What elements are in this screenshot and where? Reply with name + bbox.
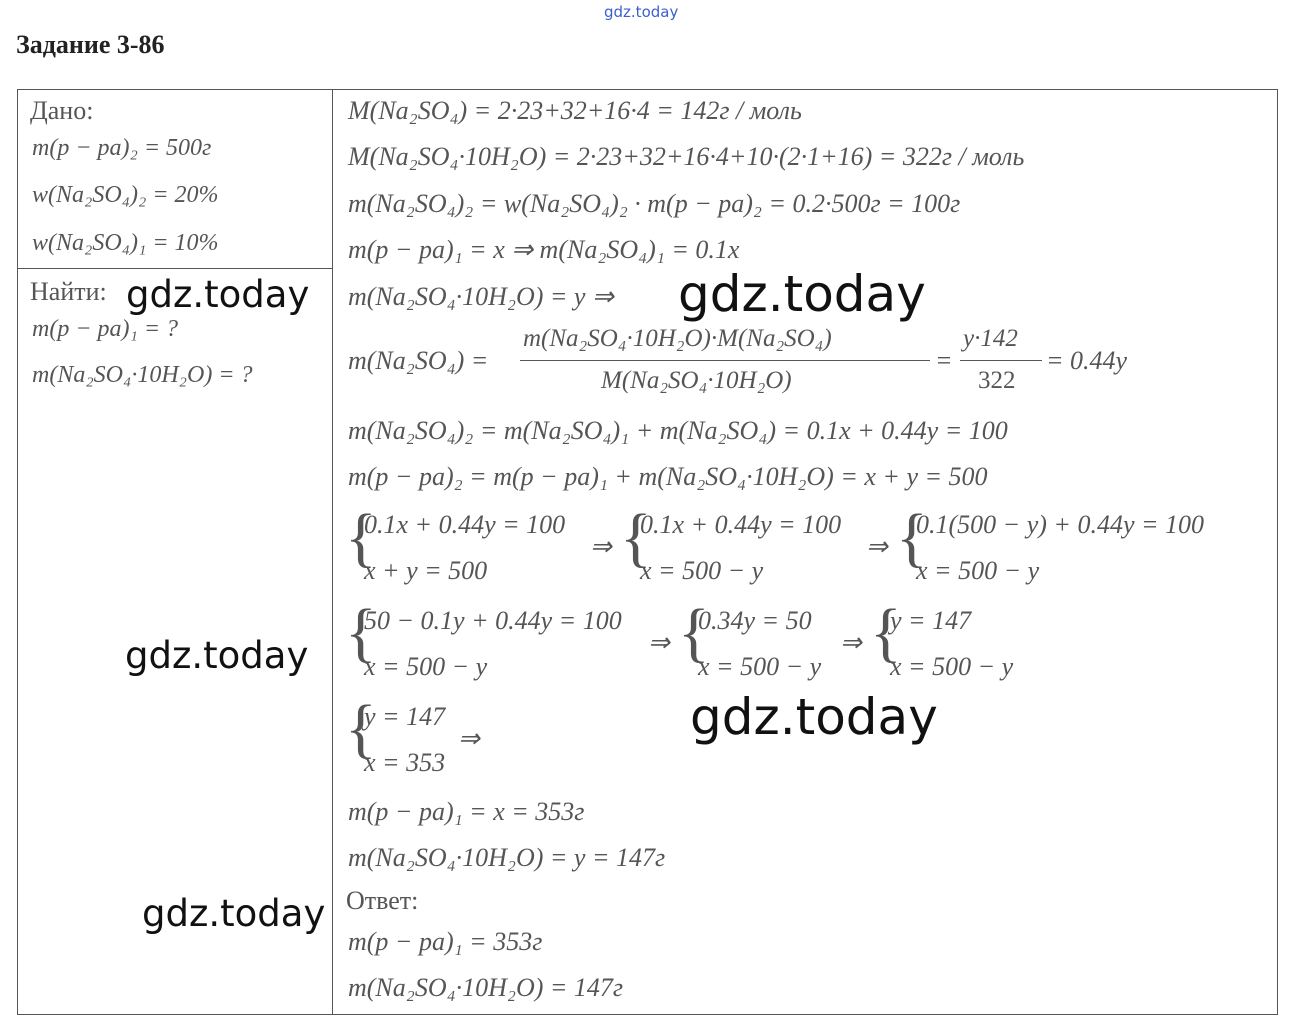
fraction2-denominator: 322 [978, 367, 1016, 394]
find-line: m(Na₂SO₄·10H₂O) = ? [32, 362, 253, 388]
system-eq: y = 147 [890, 606, 972, 635]
fraction2-numerator: y·142 [963, 325, 1018, 352]
find-heading: Найти: [30, 277, 107, 306]
fraction-equals: = [935, 346, 953, 375]
system-brace: { [345, 596, 377, 669]
system-brace: { [678, 596, 710, 669]
system-eq: x = 500 − y [698, 652, 822, 681]
system-brace: { [896, 501, 928, 574]
fraction-numerator: m(Na₂SO₄·10H₂O)·M(Na₂SO₄) [523, 325, 832, 352]
system-brace: { [345, 692, 377, 765]
system-eq: x = 500 − y [640, 556, 764, 585]
system-eq: 0.1(500 − y) + 0.44y = 100 [916, 510, 1205, 539]
system-eq: 0.34y = 50 [698, 606, 812, 635]
given-heading: Дано: [30, 96, 94, 125]
column-divider [332, 89, 333, 1015]
implies-arrow: ⇒ [840, 628, 862, 657]
system-eq: x = 353 [364, 748, 446, 777]
answer-line: m(Na₂SO₄·10H₂O) = 147г [348, 973, 624, 1002]
implies-arrow: ⇒ [590, 532, 612, 561]
fraction-denominator: M(Na₂SO₄·10H₂O) [601, 367, 792, 394]
watermark: gdz.today [142, 892, 326, 935]
fraction-result: = 0.44y [1046, 346, 1128, 375]
molar-mass-na2so4: M(Na₂SO₄) = 2·23+32+16·4 = 142г / моль [348, 96, 802, 125]
system-eq: x = 500 − y [364, 652, 488, 681]
implies-arrow: ⇒ [866, 532, 888, 561]
mass-balance-solution: m(p − pa)₂ = m(p − pa)₁ + m(Na₂SO₄·10H₂O) = x + y = 500 [348, 462, 988, 491]
answer-line: m(p − pa)₁ = 353г [348, 927, 543, 956]
watermark-top: gdz.today [604, 3, 679, 21]
implies-arrow: ⇒ [648, 628, 670, 657]
fraction2-bar [960, 360, 1042, 361]
given-line: w(Na₂SO₄)₁ = 10% [32, 230, 219, 256]
system-eq: 0.1x + 0.44y = 100 [640, 510, 842, 539]
system-brace: { [345, 501, 377, 574]
watermark: gdz.today [125, 634, 309, 677]
system-eq: x + y = 500 [364, 556, 488, 585]
answer-heading: Ответ: [346, 886, 419, 915]
task-title: Задание 3-86 [16, 30, 165, 59]
fraction-bar [520, 360, 930, 361]
system-eq: x = 500 − y [916, 556, 1040, 585]
system-eq: x = 500 − y [890, 652, 1014, 681]
mass-solution-1: m(p − pa)₁ = x ⇒ m(Na₂SO₄)₁ = 0.1x [348, 235, 740, 264]
system-eq: y = 147 [364, 702, 446, 731]
watermark: gdz.today [126, 273, 310, 316]
find-line: m(p − pa)₁ = ? [32, 316, 179, 342]
system-brace: { [870, 596, 902, 669]
watermark: gdz.today [678, 265, 926, 323]
mass-na2so4-2: m(Na₂SO₄)₂ = w(Na₂SO₄)₂ · m(p − pa)₂ = 0.2·500г = 100г [348, 189, 961, 218]
system-brace: { [620, 501, 652, 574]
fraction-left: m(Na₂SO₄) = [348, 346, 489, 375]
molar-mass-hydrate: M(Na₂SO₄·10H₂O) = 2·23+32+16·4+10·(2·1+16) = 322г / моль [348, 142, 1025, 171]
system-eq: 0.1x + 0.44y = 100 [364, 510, 566, 539]
given-find-divider [17, 268, 333, 269]
mass-balance-solute: m(Na₂SO₄)₂ = m(Na₂SO₄)₁ + m(Na₂SO₄) = 0.1x + 0.44y = 100 [348, 416, 1008, 445]
given-line: m(p − pa)₂ = 500г [32, 135, 212, 161]
result-hydrate-mass: m(Na₂SO₄·10H₂O) = y = 147г [348, 843, 666, 872]
system-eq: 50 − 0.1y + 0.44y = 100 [364, 606, 622, 635]
result-solution-mass: m(p − pa)₁ = x = 353г [348, 797, 585, 826]
implies-arrow: ⇒ [458, 724, 480, 753]
given-line: w(Na₂SO₄)₂ = 20% [32, 182, 219, 208]
watermark: gdz.today [690, 688, 938, 746]
mass-hydrate-y: m(Na₂SO₄·10H₂O) = y ⇒ [348, 282, 614, 311]
